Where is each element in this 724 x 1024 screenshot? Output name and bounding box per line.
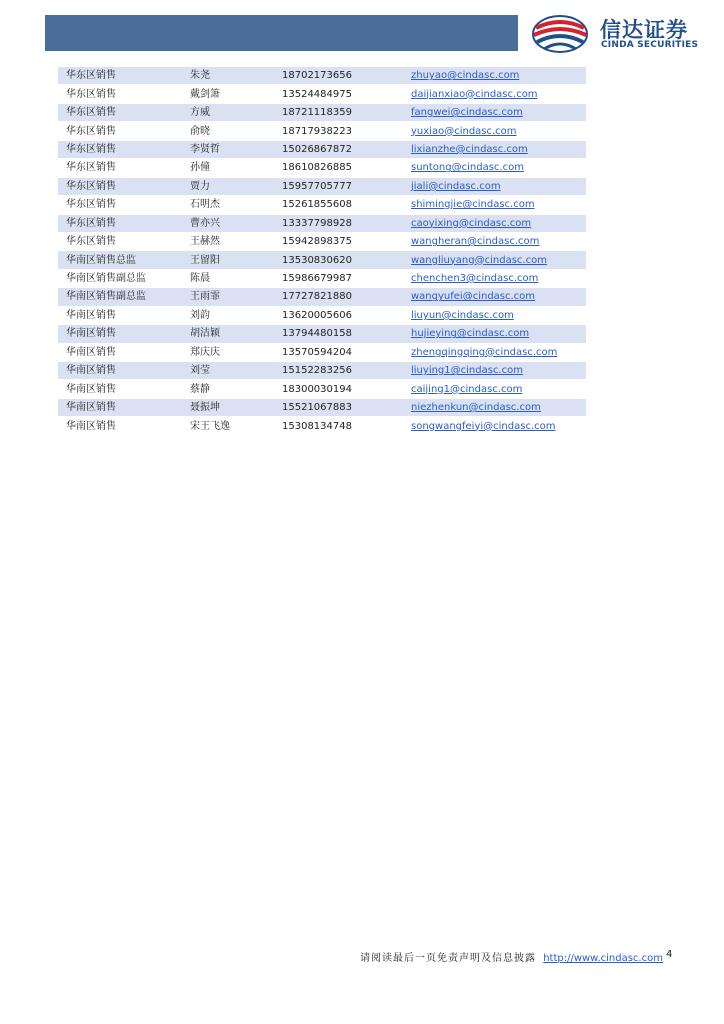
contact-phone: 15308134748 [274, 417, 403, 435]
contact-region: 华东区销售 [58, 232, 182, 250]
table-row [58, 214, 586, 232]
contact-phone: 15957705777 [274, 177, 403, 195]
contact-email-cell [403, 122, 586, 140]
contact-email-cell [403, 159, 586, 177]
company-logo [530, 14, 710, 54]
contact-name: 戴剑箫 [182, 85, 274, 103]
contact-email-link[interactable]: liuyun@cindasc.com [411, 309, 514, 321]
contact-phone: 15521067883 [274, 398, 403, 416]
contact-email-link[interactable]: zhengqingqing@cindasc.com [411, 346, 558, 358]
contact-region: 华东区销售 [58, 140, 182, 158]
contact-region: 华南区销售总监 [58, 251, 182, 269]
contact-region: 华南区销售 [58, 306, 182, 324]
contact-phone: 15942898375 [274, 232, 403, 250]
contact-email-link[interactable]: daijianxiao@cindasc.com [411, 88, 538, 100]
contact-phone: 13530830620 [274, 251, 403, 269]
contact-phone: 15986679987 [274, 269, 403, 287]
contact-phone: 13337798928 [274, 214, 403, 232]
contact-name: 宋王飞逸 [182, 417, 274, 435]
table-row [58, 362, 586, 380]
contact-email-cell [403, 177, 586, 195]
contact-region: 华南区销售副总监 [58, 269, 182, 287]
contact-name: 郑庆庆 [182, 343, 274, 361]
contact-region: 华东区销售 [58, 177, 182, 195]
logo-chinese-text: 信达证券 [600, 18, 688, 42]
contact-name: 俞晓 [182, 122, 274, 140]
contact-name: 王留阳 [182, 251, 274, 269]
footer-website-link[interactable]: http://www.cindasc.com [543, 953, 663, 964]
contact-email-cell [403, 325, 586, 343]
contact-region: 华南区销售 [58, 417, 182, 435]
contact-email-link[interactable]: lixianzhe@cindasc.com [411, 143, 528, 155]
sales-contact-table [58, 67, 586, 436]
contact-email-link[interactable]: niezhenkun@cindasc.com [411, 402, 541, 414]
contact-email-cell [403, 85, 586, 103]
page-footer [360, 949, 680, 965]
contact-email-link[interactable]: wangheran@cindasc.com [411, 236, 540, 248]
contact-email-link[interactable]: wangliuyang@cindasc.com [411, 254, 547, 266]
contact-name: 孙僮 [182, 159, 274, 177]
contact-email-cell [403, 398, 586, 416]
contact-name: 曹亦兴 [182, 214, 274, 232]
contact-phone: 13570594204 [274, 343, 403, 361]
contact-table-body [58, 67, 586, 435]
contact-phone: 18610826885 [274, 159, 403, 177]
contact-email-cell [403, 269, 586, 287]
contact-email-cell [403, 196, 586, 214]
contact-region: 华东区销售 [58, 122, 182, 140]
table-row [58, 122, 586, 140]
contact-phone: 15026867872 [274, 140, 403, 158]
contact-phone: 18702173656 [274, 67, 403, 85]
header-bar [45, 15, 518, 51]
contact-email-link[interactable]: caoyixing@cindasc.com [411, 217, 532, 229]
contact-email-link[interactable]: wangyufei@cindasc.com [411, 291, 536, 303]
table-row [58, 269, 586, 287]
contact-region: 华东区销售 [58, 214, 182, 232]
contact-email-cell [403, 306, 586, 324]
contact-name: 李贤哲 [182, 140, 274, 158]
table-row [58, 85, 586, 103]
table-row [58, 288, 586, 306]
contact-name: 方威 [182, 103, 274, 121]
contact-name: 聂振坤 [182, 398, 274, 416]
contact-email-link[interactable]: caijing1@cindasc.com [411, 383, 523, 395]
table-row [58, 417, 586, 435]
contact-region: 华南区销售副总监 [58, 288, 182, 306]
contact-email-link[interactable]: yuxiao@cindasc.com [411, 125, 517, 137]
contact-region: 华东区销售 [58, 103, 182, 121]
contact-email-link[interactable]: fangwei@cindasc.com [411, 107, 523, 119]
table-row [58, 306, 586, 324]
contact-email-cell [403, 417, 586, 435]
contact-name: 蔡静 [182, 380, 274, 398]
table-row [58, 67, 586, 85]
page-number: 4 [666, 949, 673, 960]
table-row [58, 103, 586, 121]
contact-region: 华南区销售 [58, 362, 182, 380]
contact-phone: 18717938223 [274, 122, 403, 140]
contact-email-cell [403, 251, 586, 269]
contact-name: 刘莹 [182, 362, 274, 380]
contact-name: 胡洁颖 [182, 325, 274, 343]
contact-email-cell [403, 67, 586, 85]
table-row [58, 196, 586, 214]
contact-name: 朱尧 [182, 67, 274, 85]
contact-email-cell [403, 214, 586, 232]
contact-email-cell [403, 232, 586, 250]
contact-phone: 13524484975 [274, 85, 403, 103]
contact-region: 华东区销售 [58, 67, 182, 85]
cinda-globe-icon [530, 14, 590, 54]
contact-email-cell [403, 362, 586, 380]
contact-name: 陈晨 [182, 269, 274, 287]
contact-phone: 15261855608 [274, 196, 403, 214]
contact-email-link[interactable]: hujieying@cindasc.com [411, 328, 530, 340]
contact-phone: 13794480158 [274, 325, 403, 343]
contact-email-link[interactable]: liuying1@cindasc.com [411, 365, 523, 377]
table-row [58, 177, 586, 195]
contact-email-link[interactable]: songwangfeiyi@cindasc.com [411, 420, 556, 432]
contact-region: 华南区销售 [58, 380, 182, 398]
table-row [58, 159, 586, 177]
contact-email-cell [403, 343, 586, 361]
contact-region: 华南区销售 [58, 343, 182, 361]
contact-email-link[interactable]: zhuyao@cindasc.com [411, 70, 520, 82]
contact-phone: 15152283256 [274, 362, 403, 380]
table-row [58, 343, 586, 361]
contact-name: 石明杰 [182, 196, 274, 214]
contact-name: 刘韵 [182, 306, 274, 324]
contact-name: 王雨霏 [182, 288, 274, 306]
contact-phone: 18721118359 [274, 103, 403, 121]
contact-email-cell [403, 288, 586, 306]
table-row [58, 232, 586, 250]
table-row [58, 380, 586, 398]
contact-email-cell [403, 140, 586, 158]
contact-phone: 17727821880 [274, 288, 403, 306]
table-row [58, 140, 586, 158]
contact-email-cell [403, 380, 586, 398]
table-row [58, 398, 586, 416]
footer-disclaimer: 请阅读最后一页免责声明及信息披露 [360, 953, 536, 964]
table-row [58, 251, 586, 269]
contact-region: 华南区销售 [58, 398, 182, 416]
logo-english-text: CINDA SECURITIES [601, 40, 699, 50]
contact-region: 华东区销售 [58, 196, 182, 214]
contact-region: 华东区销售 [58, 85, 182, 103]
contact-name: 贾力 [182, 177, 274, 195]
contact-phone: 13620005606 [274, 306, 403, 324]
contact-region: 华南区销售 [58, 325, 182, 343]
table-row [58, 325, 586, 343]
contact-phone: 18300030194 [274, 380, 403, 398]
contact-name: 王赫然 [182, 232, 274, 250]
contact-email-link[interactable]: chenchen3@cindasc.com [411, 273, 539, 285]
contact-email-link[interactable]: jiali@cindasc.com [411, 180, 501, 192]
contact-email-cell [403, 103, 586, 121]
contact-email-link[interactable]: suntong@cindasc.com [411, 162, 524, 174]
contact-region: 华东区销售 [58, 159, 182, 177]
contact-email-link[interactable]: shimingjie@cindasc.com [411, 199, 535, 211]
